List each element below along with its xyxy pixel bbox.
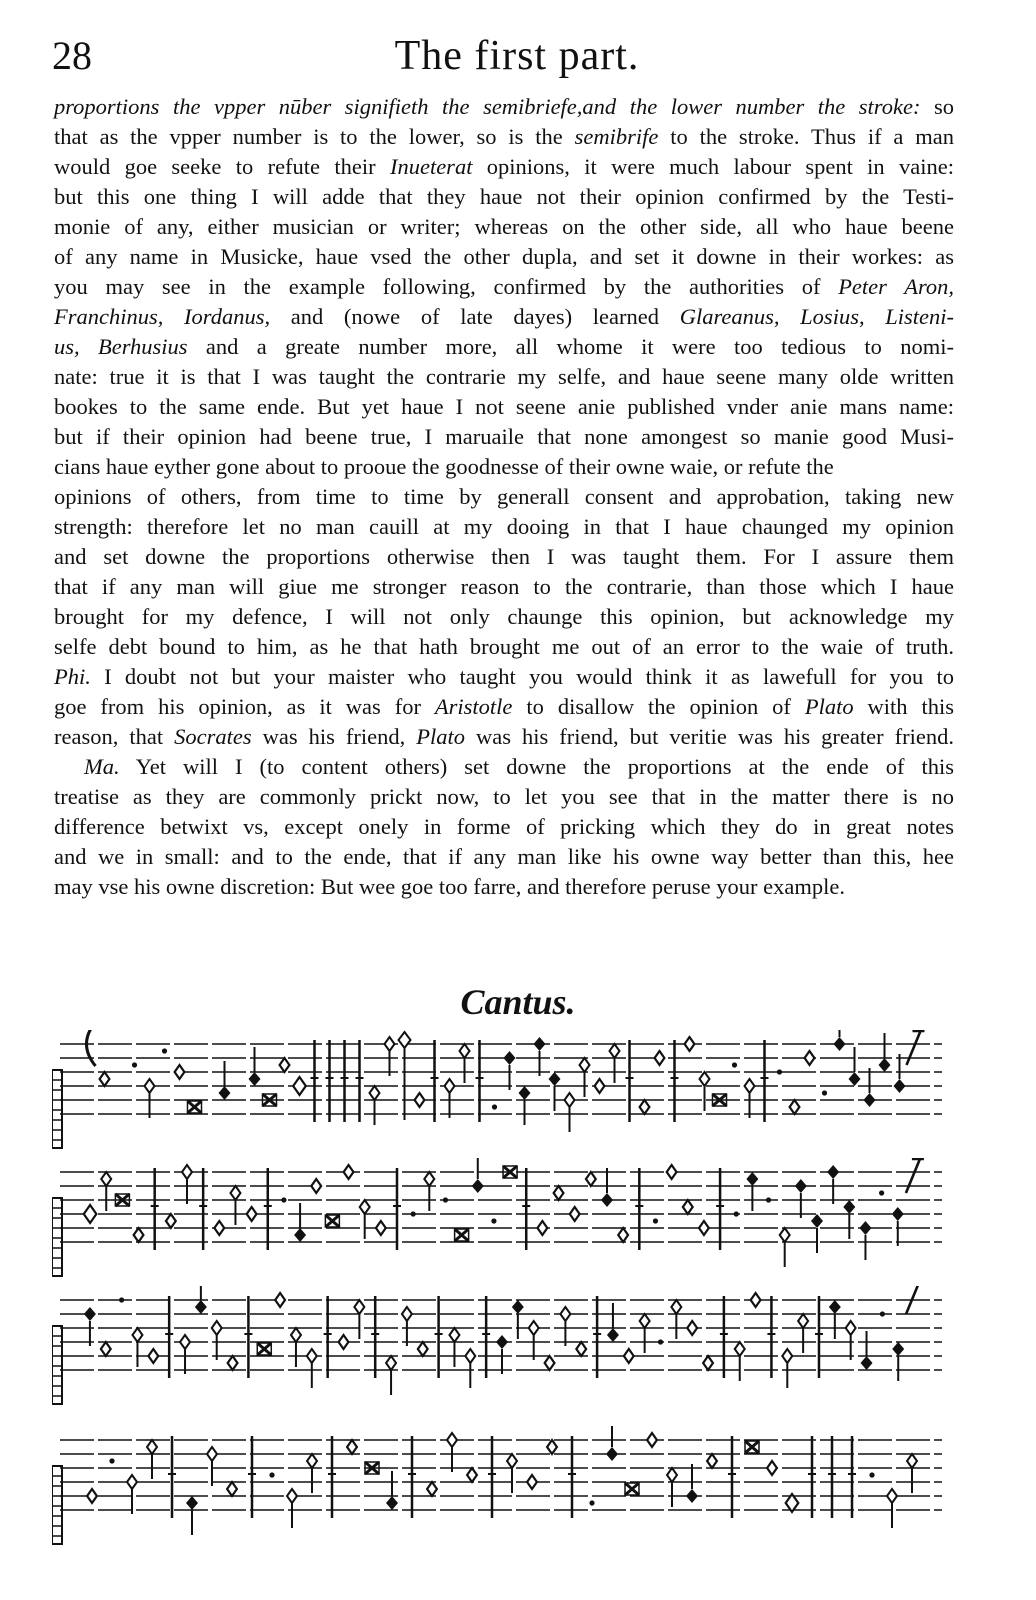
text-line (54, 782, 954, 812)
note-open (624, 1349, 634, 1363)
note-black (504, 1051, 516, 1065)
text-run: strength: therefore let no man cauill at my dooing in that I haue chaunged my opinion (54, 514, 954, 539)
text-line (54, 812, 954, 842)
note-open (576, 1342, 586, 1356)
note-black (84, 1307, 96, 1321)
text-run: goe from his opinion, as it was for (54, 694, 435, 719)
dot (732, 1062, 737, 1067)
note-open (586, 1172, 596, 1186)
note-open (427, 1482, 437, 1496)
note-open (293, 1077, 306, 1095)
italic-text: Glareanus, Losius, Listeni- (679, 304, 954, 329)
text-line (54, 872, 954, 902)
dot (162, 1048, 167, 1053)
note-black (534, 1037, 546, 1051)
note-open (537, 1221, 547, 1235)
note-minim (230, 1186, 240, 1200)
note-open (647, 1433, 657, 1447)
text-line (54, 212, 954, 242)
text-line (54, 662, 954, 692)
note-minim (782, 1349, 792, 1363)
note-black (549, 1072, 561, 1086)
dot (281, 1197, 286, 1202)
note-black (864, 1093, 876, 1107)
note-black (686, 1489, 698, 1503)
note-black (861, 1356, 873, 1370)
italic-text: Plato (416, 724, 466, 749)
note-black (606, 1447, 618, 1461)
note-minim (385, 1037, 395, 1051)
text-line (54, 362, 954, 392)
note-minim (565, 1093, 575, 1107)
note-ligature (325, 1215, 339, 1227)
music-staff (52, 1030, 952, 1150)
text-run: Yet will I (to content others) set downe the proportions at the ende of this (119, 754, 954, 779)
note-open (767, 1461, 777, 1475)
note-minim (207, 1447, 217, 1461)
text-run: I doubt not but your maister who taught you would think it as lawefull for you to (90, 664, 954, 689)
note-minim (798, 1314, 808, 1328)
note-minim (780, 1228, 790, 1242)
text-run: to the stroke. Thus if a man (658, 124, 954, 149)
note-minim (291, 1328, 301, 1342)
text-run: you may see in the example following, confirmed by the authorities of (54, 274, 839, 299)
italic-text: Phi. (54, 664, 91, 689)
italic-text: Franchinus, Iordanus, (54, 304, 271, 329)
note-black (795, 1179, 807, 1193)
note-minim (307, 1349, 317, 1363)
note-black (512, 1300, 524, 1314)
custos (907, 1031, 925, 1065)
note-open (554, 1186, 564, 1200)
note-open (667, 1165, 677, 1179)
text-run: was his friend, but veritie was his greater friend. (465, 724, 954, 749)
note-minim (745, 1079, 755, 1093)
note-open (751, 1293, 761, 1307)
dot (411, 1211, 416, 1216)
note-black (892, 1342, 904, 1356)
text-run: bookes to the same ende. But yet haue I not seene anie published vnder anie mans name: (54, 394, 954, 419)
dot (822, 1090, 827, 1095)
text-line (54, 422, 954, 452)
dot (492, 1104, 497, 1109)
text-run: selfe debt bound to him, as he that hath brought me out of an error to the waie of truth. (54, 634, 954, 659)
text-run: cians haue eyther gone about to prooue the goodnesse of their owne waie, or refute the (54, 454, 834, 479)
dot (491, 1218, 496, 1223)
italic-text: proportions the vpper nūber signifieth the semibriefe,and the lower number the stroke: (54, 94, 921, 119)
dot (443, 1197, 448, 1202)
note-open (101, 1342, 111, 1356)
note-minim (700, 1072, 710, 1086)
note-black (219, 1086, 231, 1100)
note-ligature (257, 1343, 271, 1355)
note-minim (507, 1454, 517, 1468)
text-run: opinions of others, from time to time by generall consent and approbation, taking new (54, 484, 954, 509)
text-line (54, 722, 954, 752)
italic-text: semibrife (574, 124, 659, 149)
text-line (54, 692, 954, 722)
text-line (54, 452, 954, 482)
note-open (707, 1454, 717, 1468)
dot (766, 1197, 771, 1202)
note-minim (370, 1086, 380, 1100)
page-header (52, 30, 982, 80)
note-black (892, 1207, 904, 1221)
italic-text: Ma. (84, 754, 120, 779)
note-open (311, 1179, 321, 1193)
note-minim (465, 1349, 475, 1363)
note-minim (287, 1489, 297, 1503)
text-run: brought for my defence, I will not only chaunge this opinion, but acknowledge my (54, 604, 954, 629)
note-open (655, 1051, 665, 1065)
note-minim (424, 1172, 434, 1186)
italic-text: Inueterat (389, 154, 473, 179)
note-minim (147, 1440, 157, 1454)
note-minim (667, 1468, 677, 1482)
note-black (894, 1079, 906, 1093)
note-black (496, 1335, 508, 1349)
note-minim (846, 1321, 856, 1335)
text-run: so (920, 94, 954, 119)
note-minim (307, 1454, 317, 1468)
note-open (570, 1207, 580, 1221)
note-minim (735, 1342, 745, 1356)
text-run: of any name in Musicke, haue vsed the other dupla, and set it downe in their workes: as (54, 244, 954, 269)
text-run: was his friend, (251, 724, 417, 749)
italic-text: Plato (804, 694, 854, 719)
dot (734, 1211, 739, 1216)
text-run: and set downe the proportions otherwise then I was taught them. For I assure them (54, 544, 954, 569)
text-line (54, 272, 954, 302)
text-run: difference betwixt vs, except onely in forme of pricking which they do in great notes (54, 814, 954, 839)
text-run: nate: true it is that I was taught the contrarie my selfe, and haue seene many olde written (54, 364, 954, 389)
music-staff (52, 1426, 952, 1546)
note-minim (447, 1433, 457, 1447)
text-run: opinions, it were much labour spent in vaine: (472, 154, 954, 179)
note-minim (360, 1200, 370, 1214)
note-minim (386, 1356, 396, 1370)
note-black (607, 1328, 619, 1342)
text-line (54, 602, 954, 632)
page-number: 28 (52, 33, 92, 78)
text-line (54, 482, 954, 512)
note-minim (560, 1307, 570, 1321)
text-run: that if any man will giue me stronger reason to the contrarie, than those which I haue (54, 574, 954, 599)
voice-title: Cantus. (460, 982, 576, 1022)
note-ligature (745, 1441, 759, 1453)
staff-brace (52, 1198, 62, 1276)
text-run: and we in small: and to the ende, that if any man like his owne way better than this, hee (54, 844, 954, 869)
note-open (790, 1100, 800, 1114)
note-open (545, 1356, 555, 1370)
note-minim (212, 1321, 222, 1335)
text-line (54, 842, 954, 872)
note-open (683, 1200, 693, 1214)
dot (132, 1062, 137, 1067)
note-black (472, 1179, 484, 1193)
text-run: to disallow the opinion of (512, 694, 805, 719)
text-line (54, 302, 954, 332)
dot (879, 1190, 884, 1195)
note-minim (182, 1165, 192, 1179)
italic-text: Peter Aron, (838, 274, 955, 299)
text-run: but this one thing I will adde that they haue not their opinion confirmed by the Testi- (54, 184, 954, 209)
note-open (347, 1440, 357, 1454)
italic-text: Socrates (174, 724, 252, 749)
text-run: that as the vpper number is to the lower, so is the (54, 124, 575, 149)
text-line (54, 152, 954, 182)
note-black (186, 1496, 198, 1510)
text-run: reason, that (54, 724, 175, 749)
note-open (148, 1349, 158, 1363)
text-run: would goe seeke to refute their (54, 154, 390, 179)
note-black (195, 1300, 207, 1314)
custos (906, 1159, 924, 1193)
note-open (339, 1335, 349, 1349)
text-run: monie of any, either musician or writer; whereas on the other side, all who haue beene (54, 214, 954, 239)
note-black (879, 1058, 891, 1072)
note-open (344, 1165, 354, 1179)
mensuration-sign (87, 1030, 96, 1066)
note-open (640, 1100, 650, 1114)
text-line (54, 512, 954, 542)
text-run: with this (853, 694, 954, 719)
dot (880, 1311, 885, 1316)
note-black (294, 1228, 306, 1242)
note-open (618, 1228, 628, 1242)
dot (869, 1472, 874, 1477)
note-minim (402, 1307, 412, 1321)
note-open (175, 1065, 185, 1079)
running-title: The first part. (394, 33, 640, 79)
dot (653, 1218, 658, 1223)
note-minim (529, 1321, 539, 1335)
note-open (703, 1356, 713, 1370)
text-line (54, 752, 954, 782)
note-minim (354, 1300, 364, 1314)
text-line (54, 572, 954, 602)
note-ligature (188, 1101, 202, 1113)
music-staff (52, 1158, 952, 1278)
note-open (687, 1321, 697, 1335)
note-black (519, 1086, 531, 1100)
dot (589, 1500, 594, 1505)
dot (109, 1458, 114, 1463)
note-minim (445, 1079, 455, 1093)
note-minim (127, 1475, 137, 1489)
note-minim (180, 1335, 190, 1349)
text-run: but if their opinion had beene true, I maruaile that none amongest so manie good Musi- (54, 424, 954, 449)
italic-text: Aristotle (434, 694, 513, 719)
note-open (805, 1051, 815, 1065)
text-run: and (nowe of late dayes) learned (270, 304, 680, 329)
note-open (100, 1072, 110, 1086)
staff-brace (52, 1466, 62, 1544)
text-run: may vse his owne discretion: But wee goe too farre, and therefore peruse your example. (54, 874, 845, 899)
text-line (54, 242, 954, 272)
note-open (228, 1356, 238, 1370)
note-open (399, 1032, 411, 1048)
note-open (87, 1489, 97, 1503)
note-black (811, 1214, 823, 1228)
note-black (843, 1200, 855, 1214)
text-run: and a greate number more, all whome it were too tedious to nomi- (187, 334, 954, 359)
note-black (849, 1072, 861, 1086)
note-open (685, 1037, 695, 1051)
note-minim (460, 1044, 470, 1058)
note-open (376, 1221, 386, 1235)
note-black (827, 1165, 839, 1179)
staff-brace (52, 1326, 62, 1404)
note-open (467, 1468, 477, 1482)
note-open (214, 1221, 224, 1235)
music-staff (52, 1286, 952, 1406)
note-minim (640, 1314, 650, 1328)
body-text (54, 92, 954, 902)
text-line (54, 92, 954, 122)
note-minim (145, 1079, 155, 1093)
note-black (829, 1300, 841, 1314)
note-open (527, 1475, 537, 1489)
dot (777, 1069, 782, 1074)
note-minim (580, 1058, 590, 1072)
note-minim (907, 1454, 917, 1468)
note-black (386, 1496, 398, 1510)
dot (658, 1339, 663, 1344)
note-minim (449, 1328, 459, 1342)
note-minim (610, 1044, 620, 1058)
note-open (247, 1207, 257, 1221)
note-open (275, 1293, 285, 1307)
italic-text: us, Berhusius (54, 334, 188, 359)
note-open (595, 1079, 605, 1093)
note-black (834, 1037, 846, 1051)
text-line (54, 542, 954, 572)
dot (269, 1472, 274, 1477)
text-line (54, 632, 954, 662)
note-minim (671, 1300, 681, 1314)
text-run: treatise as they are commonly prickt now, to let you see that in the matter there is no (54, 784, 954, 809)
text-line (54, 392, 954, 422)
note-minim (101, 1172, 111, 1186)
note-open (699, 1221, 709, 1235)
note-open (415, 1093, 425, 1107)
note-open (547, 1440, 557, 1454)
text-line (54, 332, 954, 362)
note-open (166, 1214, 176, 1228)
note-minim (132, 1328, 142, 1342)
note-ligature (625, 1483, 639, 1495)
note-black (601, 1193, 613, 1207)
note-open (134, 1228, 144, 1242)
text-line (54, 122, 954, 152)
note-black (746, 1172, 758, 1186)
note-open (227, 1482, 237, 1496)
note-open (418, 1342, 428, 1356)
note-open (280, 1058, 290, 1072)
note-ligature (455, 1229, 469, 1241)
note-open (84, 1205, 97, 1223)
note-minim (887, 1489, 897, 1503)
note-black (249, 1072, 261, 1086)
note-black (859, 1221, 871, 1235)
dot (119, 1297, 124, 1302)
text-line (54, 182, 954, 212)
staff-brace (52, 1070, 62, 1148)
